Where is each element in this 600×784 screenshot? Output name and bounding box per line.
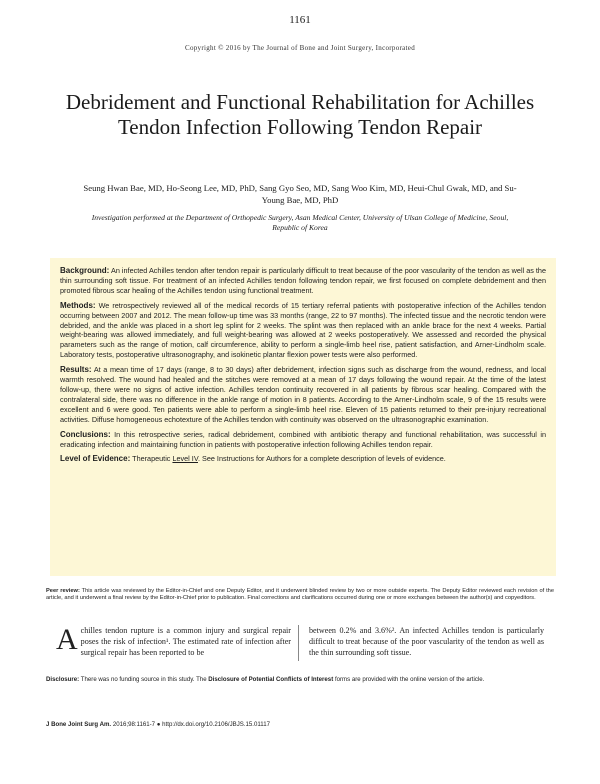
abstract-box [50, 258, 556, 576]
results-heading: Results: [60, 365, 92, 375]
background-text: An infected Achilles tendon after tendon repair is particularly difficult to treat because of the poor vascularity of the tendon as well as the thin surrounding soft tissue. For treatment of an infected Achilles tendon following tendon repair, we first focused on complete debridement and then promoted fibrous scar healing of the Achilles tendon using functional treatment. [60, 266, 546, 295]
level-iv-link[interactable]: Level IV [172, 454, 198, 464]
drop-cap: A [56, 623, 78, 656]
abstract-conclusions [60, 430, 546, 450]
body-right-text: between 0.2% and 3.6%². An infected Achilles tendon is particularly difficult to treat because of the poor vascularity of the tendon as well as the thin surrounding soft tissue. [309, 626, 544, 657]
loe-heading: Level of Evidence: [60, 454, 131, 464]
abstract-level-of-evidence [60, 454, 546, 464]
page-number: 1161 [289, 14, 311, 26]
body-column-right [309, 625, 544, 658]
footer-separator: ● [156, 721, 161, 728]
background-heading: Background: [60, 266, 110, 275]
peer-review-note [46, 588, 554, 602]
abstract-results [60, 365, 546, 424]
loe-suffix: . See Instructions for Authors for a complete description of levels of evidence. [197, 454, 446, 464]
disclosure-heading: Disclosure: [46, 676, 80, 683]
conclusions-heading: Conclusions: [60, 429, 111, 439]
doi-link[interactable]: http://dx.doi.org/10.2106/JBJS.15.01117 [162, 721, 271, 728]
article-title: Debridement and Functional Rehabilitation for Achilles Tendon Infection Following Tendon Repair [65, 90, 535, 139]
body-left-text: chilles tendon rupture is a common injury and surgical repair poses the risk of infection¹. The estimated rate of infection after surgical repair has been reported to be [80, 626, 291, 657]
footer-citation: 2016;98:1161-7 [112, 721, 156, 728]
column-divider [298, 625, 299, 661]
abstract-background [60, 266, 546, 296]
results-text: At a mean time of 17 days (range, 8 to 30 days) after debridement, infection signs such as discharge from the wound, redness, and local warmth resolved. The wound had healed and the stitches were removed at a mean of 17 days following the wound repair. At the time of the latest follow-up, there were no signs of active infection. Achilles tendon continuity recovered in all patients by fibrous scar healing. Compared with the contralateral side, there was no difference in the ankle range of motion in 8 patients. According to the Arner-Lindholm scale, 9 of the 15 results were excellent and 6 were good. Ten patients were able to perform a single-limb heel rise. Eleven of 15 patients returned to their pre-injury recreational activities. Diffuse homogeneous echotexture of the Achilles tendon with continuity was observed on the ultrasonographic examination. [60, 365, 546, 424]
loe-prefix: Therapeutic [132, 454, 171, 464]
footer-journal: J Bone Joint Surg Am. [46, 721, 112, 728]
conclusions-text: In this retrospective series, radical debridement, combined with antibiotic therapy and functional rehabilitation, was successful in eradicating infection and maintaining function in patients with postoperative infection following Achilles tendon repair. [60, 429, 546, 449]
conflict-forms-link[interactable]: Disclosure of Potential Conflicts of Interest [208, 676, 334, 683]
peer-review-text: This article was reviewed by the Editor-in-Chief and one Deputy Editor, and it underwent blinded review by two or more outside experts. The Deputy Editor reviewed each revision of the article, and it underwent a final review by the Editor-in-Chief prior to publication. Final corrections and clarifications occurred during one or more exchanges between the author(s) and copyeditors. [46, 588, 555, 602]
disclosure-text-2: forms are provided with the online version of the article. [334, 676, 485, 683]
affiliation: Investigation performed at the Department of Orthopedic Surgery, Asan Medical Center, University of Ulsan College of Medicine, Seoul, Republic of Korea [91, 213, 509, 232]
copyright-line: Copyright © 2016 by The Journal of Bone and Joint Surgery, Incorporated [184, 44, 416, 52]
disclosure-text-1: There was no funding source in this study. The [80, 676, 207, 683]
disclosure-note [46, 676, 554, 684]
methods-heading: Methods: [60, 300, 96, 310]
methods-text: We retrospectively reviewed all of the medical records of 15 tertiary referral patients with postoperative infection of the Achilles tendon occurring between 2007 and 2012. The mean follow-up time was 33 months (range, 22 to 97 months). The infected tissue and the necrotic tendon were debrided, and the ankle was placed in a short leg splint for 2 weeks. The splint was then replaced with an ankle brace for the next 4 weeks. Partial weight-bearing was allowed immediately, and full weight-bearing was allowed at 2 weeks postoperatively. We assessed and recorded the physical parameters such as the range of motion, calf circumference, ability to perform a single-limb heel rise, patient satisfaction, and Arner-Lindholm scale. Laboratory tests, postoperative ultrasonography, and isokinetic plantar flexion power tests were also performed. [60, 300, 546, 360]
abstract-methods [60, 301, 546, 360]
page-footer [46, 721, 554, 728]
peer-review-heading: Peer review: [46, 588, 80, 594]
author-list: Seung Hwan Bae, MD, Ho-Seong Lee, MD, PhD, Sang Gyo Seo, MD, Sang Woo Kim, MD, Heui-Chul Gwak, MD, and Su-Young Bae, MD, PhD [83, 183, 517, 205]
body-column-left [56, 625, 291, 658]
